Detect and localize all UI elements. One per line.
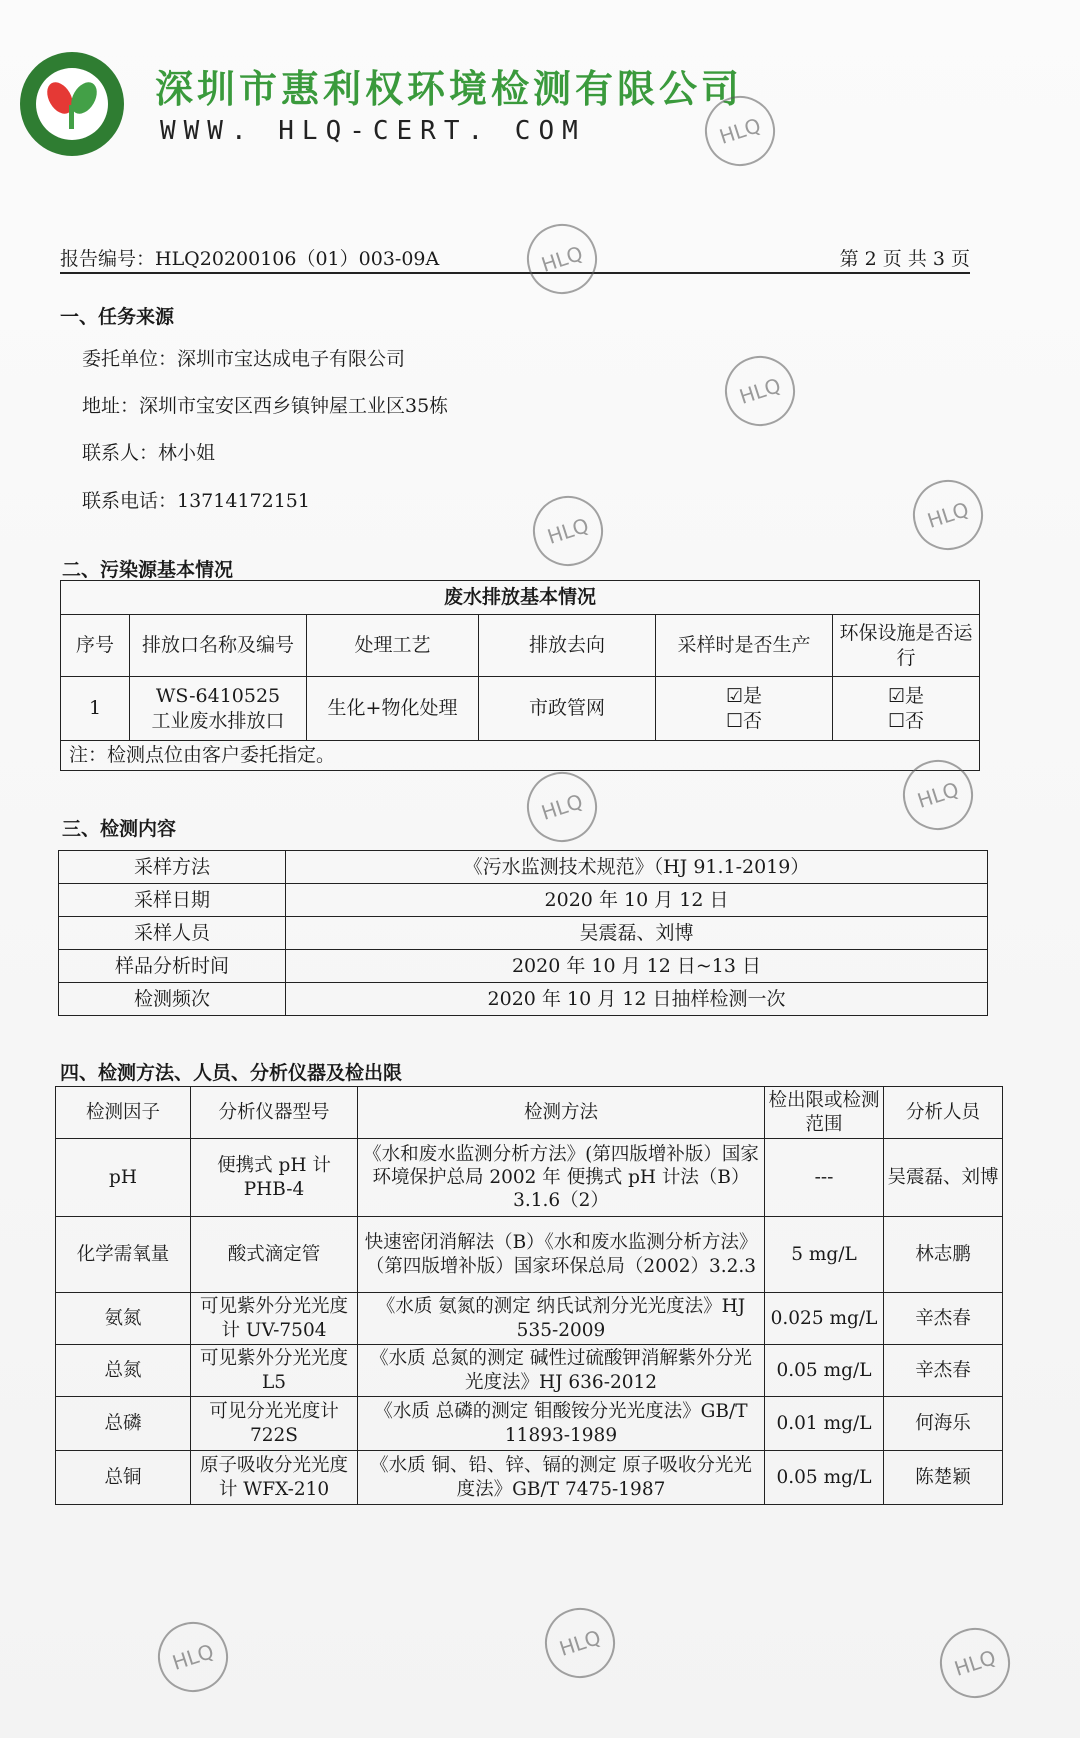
- instrument: 便携式 pH 计 PHB-4: [191, 1139, 358, 1217]
- outlet-cell: [130, 677, 307, 741]
- row-label: 检测频次: [59, 983, 286, 1016]
- test-factor: 化学需氧量: [56, 1217, 191, 1293]
- row-value: 2020 年 10 月 12 日~13 日: [286, 950, 988, 983]
- row-label: 采样人员: [59, 917, 286, 950]
- row-value: 2020 年 10 月 12 日: [286, 884, 988, 917]
- hlq-watermark-stamp: HLQ: [696, 87, 784, 175]
- company-logo: [18, 50, 126, 158]
- instrument: 可见分光光度计 722S: [191, 1397, 358, 1451]
- instrument: 原子吸收分光光度计 WFX-210: [191, 1451, 358, 1505]
- section3-title: 三、检测内容: [62, 818, 177, 840]
- test-factor: 总磷: [56, 1397, 191, 1451]
- report-number: 报告编号：HLQ20200106（01）003-09A: [60, 248, 440, 270]
- section4-title: 四、检测方法、人员、分析仪器及检出限: [60, 1062, 403, 1084]
- row-value: 2020 年 10 月 12 日抽样检测一次: [286, 983, 988, 1016]
- company-name: 深圳市惠利权环境检测有限公司: [155, 67, 744, 111]
- test-content-table: [58, 850, 988, 1016]
- detection-limit: 0.05 mg/L: [765, 1345, 884, 1397]
- col-header: 检出限或检测范围: [765, 1087, 884, 1139]
- test-factor: 总铜: [56, 1451, 191, 1505]
- hlq-watermark-stamp: HLQ: [149, 1613, 237, 1701]
- facility-status: [833, 677, 980, 741]
- col-header: 环保设施是否运行: [833, 615, 980, 677]
- production-status: [656, 677, 833, 741]
- col-header: 排放口名称及编号: [130, 615, 307, 677]
- wastewater-table: [60, 580, 980, 771]
- hlq-watermark-stamp: HLQ: [931, 1619, 1019, 1707]
- table-row: [56, 1139, 1003, 1217]
- col-header: 序号: [61, 615, 130, 677]
- page-info: 第 2 页 共 3 页: [839, 248, 970, 270]
- test-factor: 总氮: [56, 1345, 191, 1397]
- table-row: [56, 1397, 1003, 1451]
- hlq-watermark-stamp: HLQ: [904, 471, 992, 559]
- hlq-watermark-stamp: HLQ: [524, 487, 612, 575]
- test-method: 《水质 铜、铅、锌、镉的测定 原子吸收分光光度法》GB/T 7475-1987: [358, 1451, 765, 1505]
- client-address: 地址：深圳市宝安区西乡镇钟屋工业区35栋: [82, 395, 449, 417]
- hlq-watermark-stamp: HLQ: [716, 347, 804, 435]
- analyst: 辛杰春: [884, 1345, 1003, 1397]
- table-row: [56, 1451, 1003, 1505]
- client-contact: 联系人：林小姐: [82, 442, 216, 464]
- analyst: 何海乐: [884, 1397, 1003, 1451]
- method-table: [55, 1086, 1003, 1505]
- analyst: 林志鹏: [884, 1217, 1003, 1293]
- detection-limit: 5 mg/L: [765, 1217, 884, 1293]
- instrument: 酸式滴定管: [191, 1217, 358, 1293]
- client-phone: 联系电话：13714172151: [82, 490, 310, 512]
- test-factor: pH: [56, 1139, 191, 1217]
- col-header: 采样时是否生产: [656, 615, 833, 677]
- analyst: 陈楚颖: [884, 1451, 1003, 1505]
- instrument: 可见紫外分光光度计 UV-7504: [191, 1293, 358, 1345]
- test-method: 快速密闭消解法（B）《水和废水监测分析方法》（第四版增补版）国家环保总局（2002）3.2.3: [358, 1217, 765, 1293]
- table-title: 废水排放基本情况: [61, 581, 980, 615]
- test-method: 《水质 总氮的测定 碱性过硫酸钾消解紫外分光光度法》HJ 636-2012: [358, 1345, 765, 1397]
- outlet-code: WS-6410525: [155, 684, 281, 707]
- hlq-watermark-stamp: HLQ: [518, 215, 606, 303]
- test-method: 《水质 氨氮的测定 纳氏试剂分光光度法》HJ 535-2009: [358, 1293, 765, 1345]
- production-no-checkbox: ☐否: [725, 709, 763, 732]
- production-yes-checkbox: ☑是: [725, 684, 763, 707]
- test-method: 《水质 总磷的测定 钼酸铵分光光度法》GB/T 11893-1989: [358, 1397, 765, 1451]
- row-number: 1: [61, 677, 130, 741]
- instrument: 可见紫外分光光度 L5: [191, 1345, 358, 1397]
- report-header-line: [60, 244, 970, 274]
- row-label: 样品分析时间: [59, 950, 286, 983]
- table-row: [56, 1345, 1003, 1397]
- treatment-process: 生化+物化处理: [307, 677, 479, 741]
- col-header: 排放去向: [479, 615, 656, 677]
- section1-title: 一、任务来源: [60, 306, 175, 328]
- discharge-destination: 市政管网: [479, 677, 656, 741]
- section2-title: 二、污染源基本情况: [62, 559, 234, 581]
- col-header: 检测因子: [56, 1087, 191, 1139]
- hlq-watermark-stamp: HLQ: [894, 751, 982, 839]
- facility-yes-checkbox: ☑是: [887, 684, 925, 707]
- row-label: 采样方法: [59, 851, 286, 884]
- row-value: 吴震磊、刘博: [286, 917, 988, 950]
- test-factor: 氨氮: [56, 1293, 191, 1345]
- detection-limit: 0.025 mg/L: [765, 1293, 884, 1345]
- col-header: 处理工艺: [307, 615, 479, 677]
- row-value: 《污水监测技术规范》（HJ 91.1-2019）: [286, 851, 988, 884]
- detection-limit: ---: [765, 1139, 884, 1217]
- col-header: 分析人员: [884, 1087, 1003, 1139]
- table-row: [56, 1293, 1003, 1345]
- analyst: 吴震磊、刘博: [884, 1139, 1003, 1217]
- analyst: 辛杰春: [884, 1293, 1003, 1345]
- col-header: 检测方法: [358, 1087, 765, 1139]
- row-label: 采样日期: [59, 884, 286, 917]
- hlq-watermark-stamp: HLQ: [536, 1599, 624, 1687]
- table-row: [56, 1217, 1003, 1293]
- facility-no-checkbox: ☐否: [887, 709, 925, 732]
- detection-limit: 0.01 mg/L: [765, 1397, 884, 1451]
- table-note: 注：检测点位由客户委托指定。: [61, 741, 980, 771]
- client-name: 委托单位：深圳市宝达成电子有限公司: [82, 348, 406, 370]
- test-method: 《水和废水监测分析方法》(第四版增补版）国家环境保护总局 2002 年 便携式 pH 计法（B） 3.1.6（2）: [358, 1139, 765, 1217]
- hlq-watermark-stamp: HLQ: [518, 763, 606, 851]
- col-header: 分析仪器型号: [191, 1087, 358, 1139]
- company-website: WWW. HLQ-CERT. COM: [160, 116, 586, 146]
- outlet-name: 工业废水排放口: [151, 709, 285, 732]
- detection-limit: 0.05 mg/L: [765, 1451, 884, 1505]
